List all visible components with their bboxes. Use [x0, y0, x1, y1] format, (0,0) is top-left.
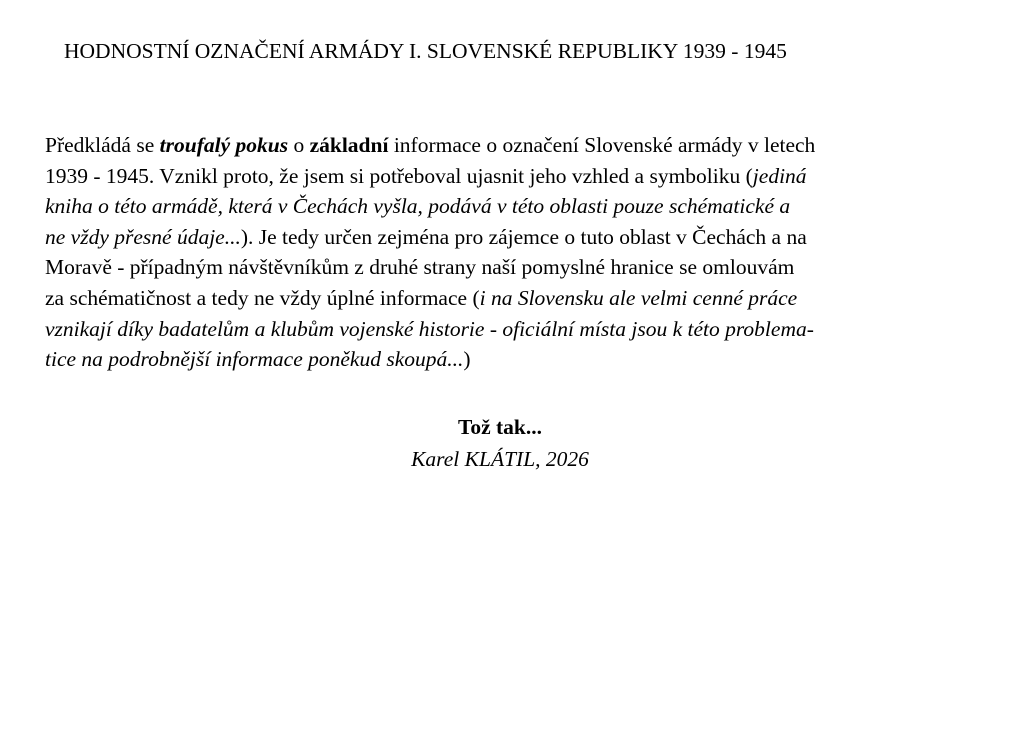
intro-text: o — [288, 133, 310, 157]
intro-text: ) — [463, 347, 471, 372]
intro-line-3: kniha o této armádě, která v Čechách vyšla, podává v této oblasti pouze schématické a — [45, 194, 791, 219]
intro-line-1 — [45, 130, 990, 161]
intro-text: informace o označení Slovenské armády v letech — [388, 133, 816, 157]
page-title: HODNOSTNÍ OZNAČENÍ ARMÁDY I. SLOVENSKÉ REPUBLIKY 1939 - 1945 — [64, 39, 787, 63]
intro-line-7: vznikají díky badatelům a klubům vojenské historie - oficiální místa jsou k této problema- — [45, 316, 814, 341]
intro-text: Předkládá se — [45, 133, 160, 157]
closing-phrase: Tož tak... — [457, 415, 543, 439]
emphasis-bold: základní — [309, 133, 389, 157]
emphasis-italic: jediná — [752, 163, 807, 188]
intro-paragraph — [45, 130, 990, 375]
intro-text: 1939 - 1945. Vznikl proto, že jsem si potřeboval ujasnit jeho vzhled a symboliku ( — [45, 163, 753, 188]
intro-line-2 — [45, 161, 990, 192]
author-signature: Karel KLÁTIL, 2026 — [411, 447, 589, 471]
intro-line-6 — [45, 283, 990, 314]
emphasis-bold-italic: troufalý pokus — [159, 133, 289, 157]
intro-line-4 — [45, 222, 990, 253]
emphasis-italic: ne vždy přesné údaje... — [45, 224, 241, 249]
intro-text: ). Je tedy určen zejména pro zájemce o tuto oblast v Čechách a na — [240, 224, 807, 249]
emphasis-italic: tice na podrobnější informace poněkud skoupá... — [45, 347, 464, 372]
intro-text: za schématičnost a tedy ne vždy úplné informace ( — [45, 285, 480, 310]
intro-line-8 — [45, 344, 990, 375]
emphasis-italic: i na Slovensku ale velmi cenné práce — [479, 285, 798, 310]
intro-line-5: Moravě - případným návštěvníkům z druhé strany naší pomyslné hranice se omlouvám — [45, 255, 795, 280]
